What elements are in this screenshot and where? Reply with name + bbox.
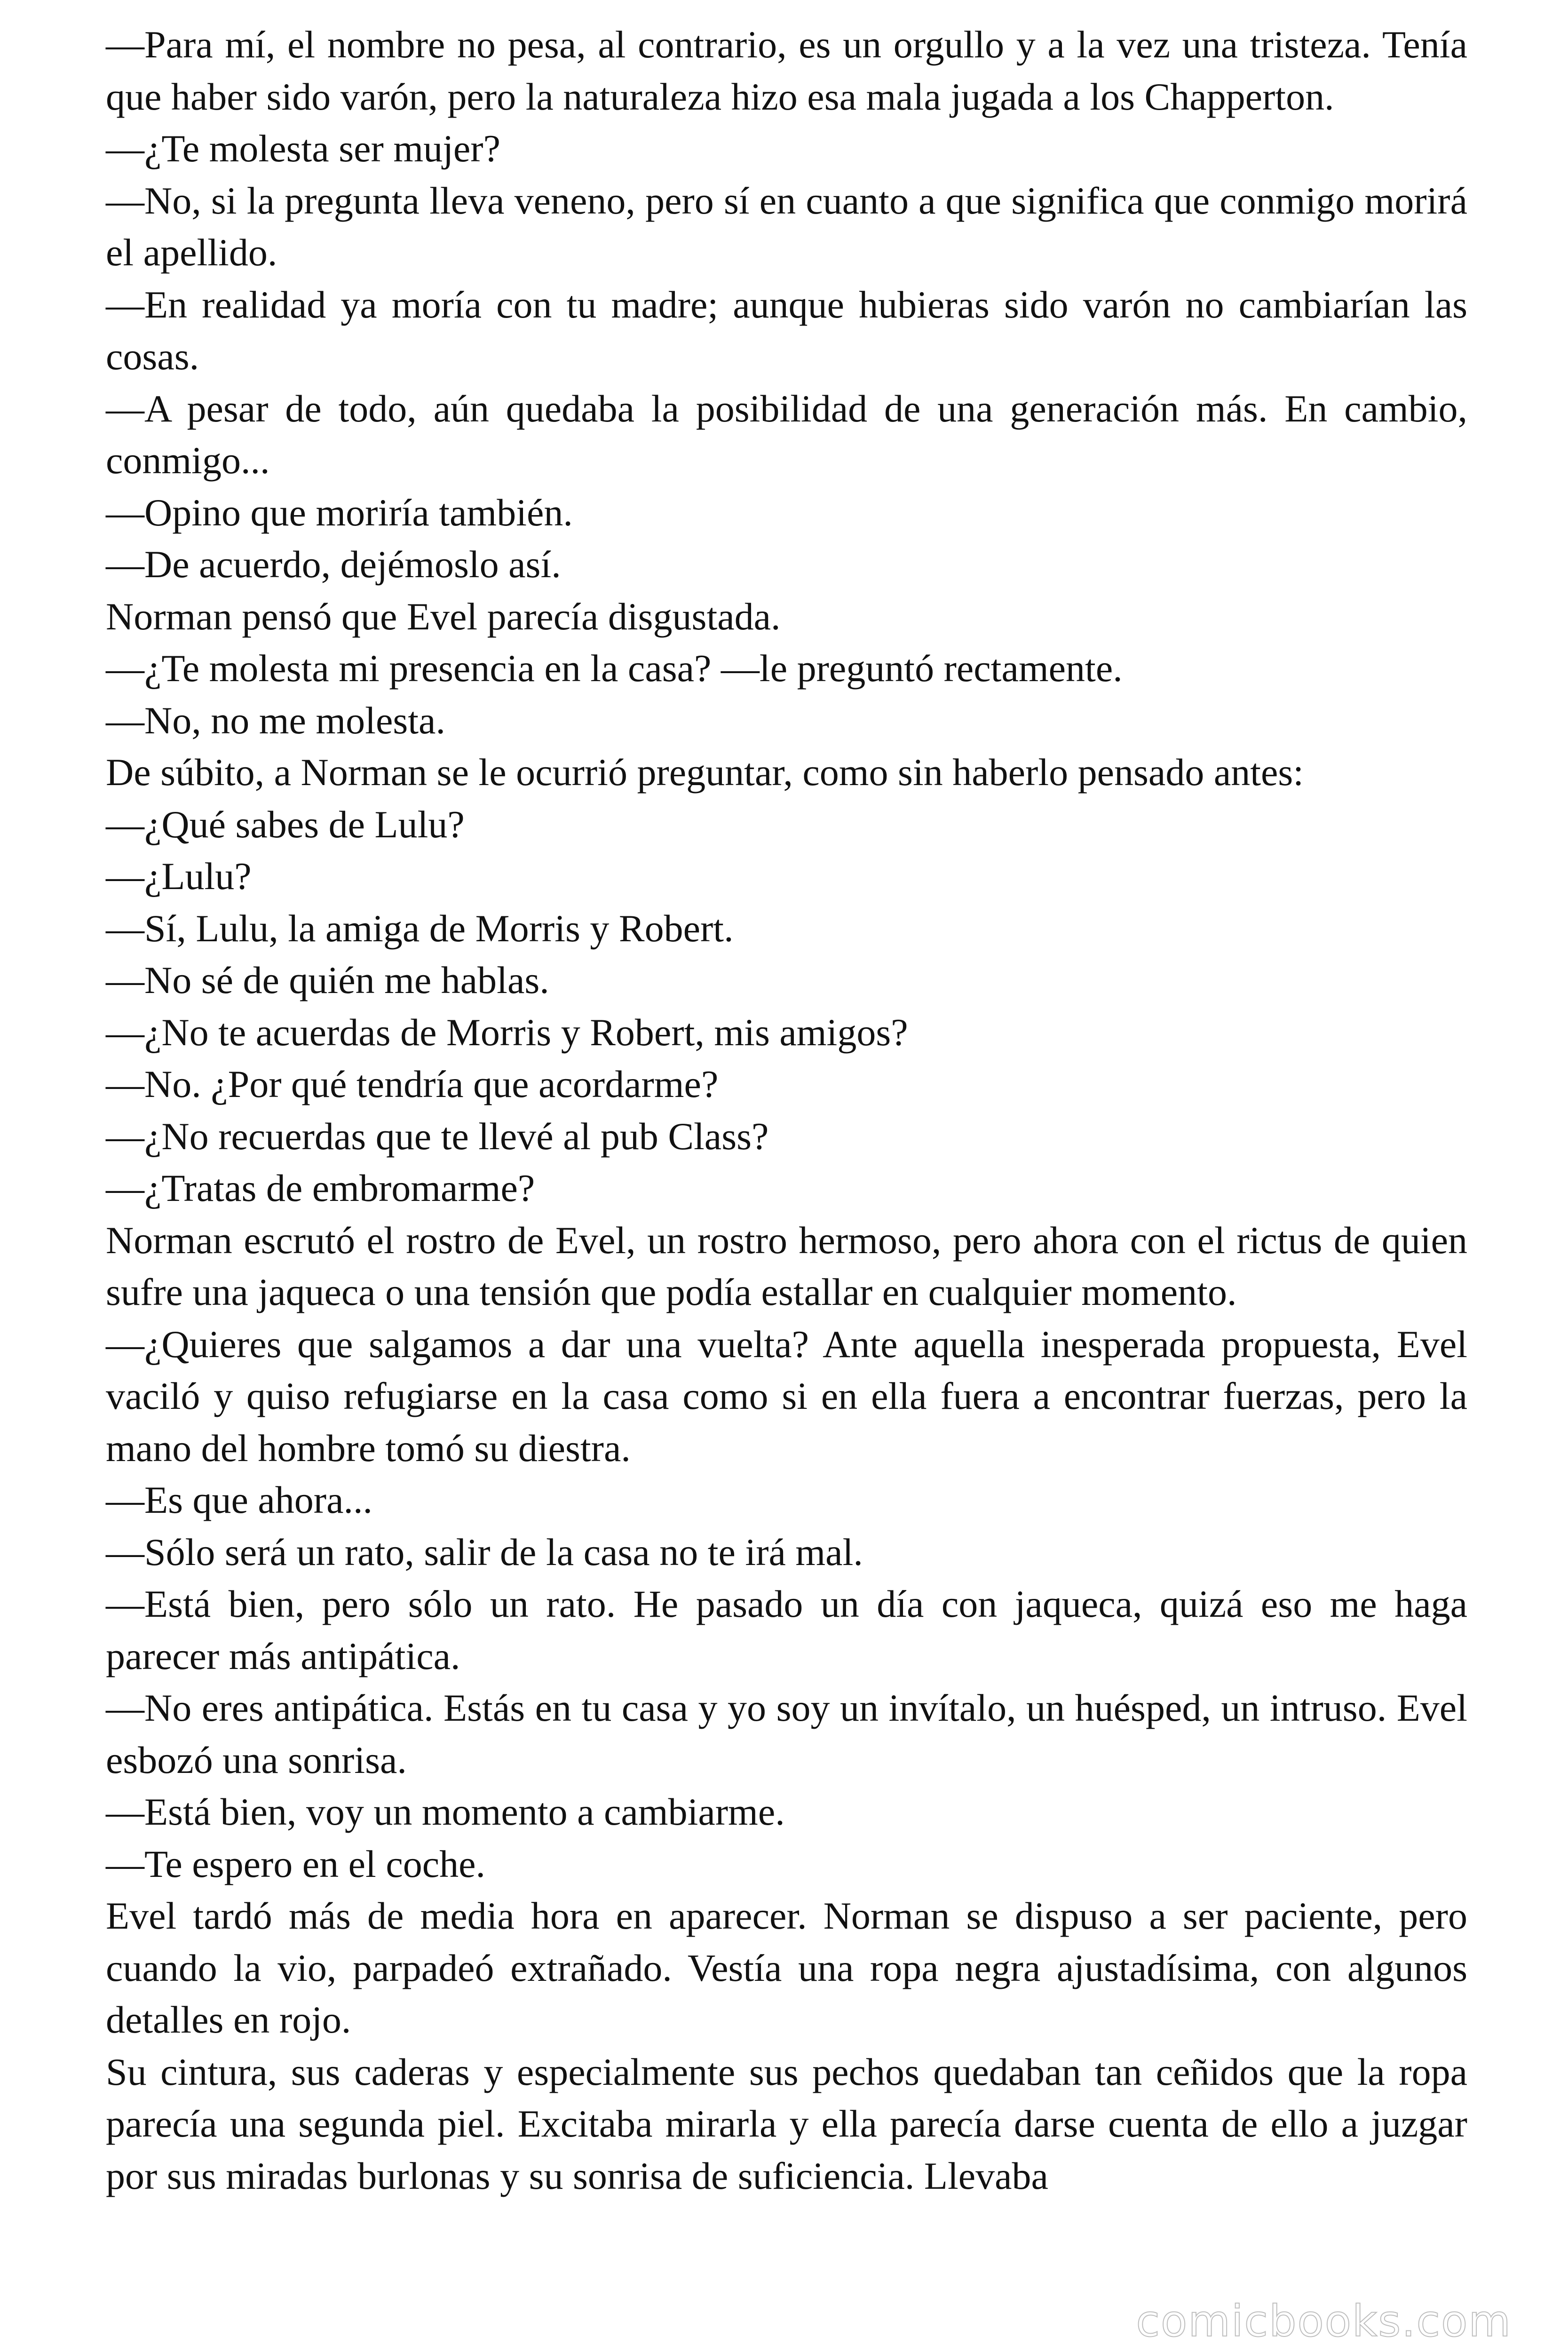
paragraph: —Está bien, voy un momento a cambiarme. [106, 1790, 785, 1833]
paragraph: —Te espero en el coche. [106, 1842, 486, 1885]
paragraph: De súbito, a Norman se le ocurrió preguntar, como sin haberlo pensado antes: [106, 751, 1304, 794]
paragraph: —No eres antipática. Estás en tu casa y yo soy un invítalo, un huésped, un intruso. Evel esbozó una sonrisa. [106, 1686, 1467, 1781]
paragraph: —¿Te molesta ser mujer? [106, 127, 500, 170]
body-text [106, 19, 1467, 2202]
paragraph: —Sí, Lulu, la amiga de Morris y Robert. [106, 906, 734, 950]
paragraph: Norman escrutó el rostro de Evel, un rostro hermoso, pero ahora con el rictus de quien sufre una jaqueca o una tensión que podía estallar en cualquier momento. [106, 1218, 1467, 1313]
paragraph: —No, no me molesta. [106, 699, 445, 742]
paragraph: —Sólo será un rato, salir de la casa no te irá mal. [106, 1530, 863, 1573]
paragraph: —¿No recuerdas que te llevé al pub Class? [106, 1114, 769, 1158]
paragraph: Norman pensó que Evel parecía disgustada. [106, 595, 781, 638]
paragraph: Su cintura, sus caderas y especialmente sus pechos quedaban tan ceñidos que la ropa parecía una segunda piel. Excitaba mirarla y ella parecía darse cuenta de ello a juzgar por sus miradas burlonas y su sonrisa de suficiencia. Llevaba [106, 2050, 1467, 2197]
paragraph: —Es que ahora... [106, 1478, 372, 1521]
paragraph: —¿Quieres que salgamos a dar una vuelta? Ante aquella inesperada propuesta, Evel vaciló y quiso refugiarse en la casa como si en ella fuera a encontrar fuerzas, pero la mano del hombre tomó su diestra. [106, 1322, 1467, 1470]
paragraph: —De acuerdo, dejémoslo así. [106, 543, 561, 586]
paragraph: Evel tardó más de media hora en aparecer. Norman se dispuso a ser paciente, pero cuando la vio, parpadeó extrañado. Vestía una ropa negra ajustadísima, con algunos detalles en rojo. [106, 1894, 1467, 2041]
paragraph: —¿Qué sabes de Lulu? [106, 803, 465, 846]
paragraph: —¿No te acuerdas de Morris y Robert, mis amigos? [106, 1010, 908, 1054]
paragraph: —No. ¿Por qué tendría que acordarme? [106, 1063, 719, 1105]
paragraph: —En realidad ya moría con tu madre; aunque hubieras sido varón no cambiarían las cosas. [106, 283, 1467, 378]
paragraph: —A pesar de todo, aún quedaba la posibilidad de una generación más. En cambio, conmigo... [106, 387, 1467, 482]
paragraph: —¿Te molesta mi presencia en la casa? —le preguntó rectamente. [106, 647, 1123, 690]
watermark-text: comicbooks.com [1136, 2296, 1512, 2346]
paragraph: —Opino que moriría también. [106, 491, 573, 534]
paragraph: —¿Lulu? [106, 855, 252, 898]
paragraph: —Está bien, pero sólo un rato. He pasado un día con jaqueca, quizá eso me haga parecer más antipática. [106, 1582, 1467, 1677]
paragraph: —Para mí, el nombre no pesa, al contrario, es un orgullo y a la vez una tristeza. Tenía que haber sido varón, pero la naturaleza hizo esa mala jugada a los Chapperton. [106, 23, 1467, 118]
paragraph: —No sé de quién me hablas. [106, 959, 549, 1001]
paragraph: —No, si la pregunta lleva veneno, pero sí en cuanto a que significa que conmigo morirá el apellido. [106, 179, 1467, 274]
paragraph: —¿Tratas de embromarme? [106, 1167, 535, 1209]
